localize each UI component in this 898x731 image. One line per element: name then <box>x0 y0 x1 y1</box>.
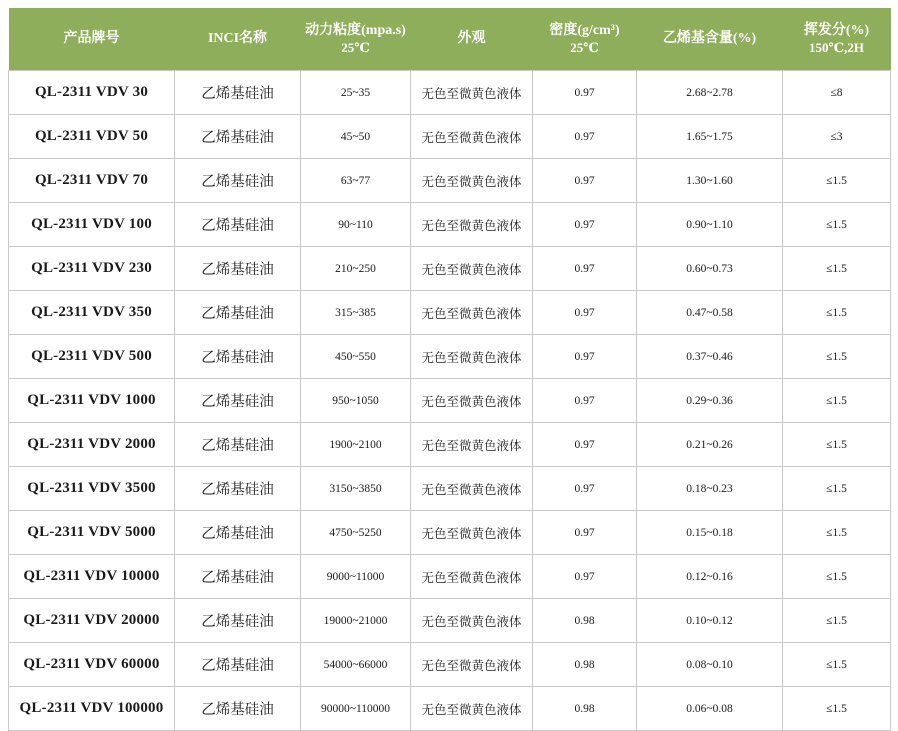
cell-vinyl-content: 0.10~0.12 <box>637 599 783 643</box>
cell-inci: 乙烯基硅油 <box>175 247 301 291</box>
cell-volatile: ≤1.5 <box>783 423 891 467</box>
cell-density: 0.98 <box>533 643 637 687</box>
cell-model: QL-2311 VDV 30 <box>9 71 175 115</box>
cell-volatile: ≤1.5 <box>783 467 891 511</box>
cell-volatile: ≤1.5 <box>783 599 891 643</box>
table-body <box>9 71 891 731</box>
cell-density: 0.97 <box>533 203 637 247</box>
cell-density: 0.97 <box>533 467 637 511</box>
cell-viscosity: 315~385 <box>301 291 411 335</box>
cell-inci: 乙烯基硅油 <box>175 159 301 203</box>
cell-vinyl-content: 2.68~2.78 <box>637 71 783 115</box>
cell-density: 0.97 <box>533 71 637 115</box>
cell-inci: 乙烯基硅油 <box>175 379 301 423</box>
column-header-density-main: 密度(g/cm³) <box>549 23 620 39</box>
cell-model: QL-2311 VDV 5000 <box>9 511 175 555</box>
cell-inci: 乙烯基硅油 <box>175 511 301 555</box>
cell-volatile: ≤1.5 <box>783 247 891 291</box>
cell-density: 0.97 <box>533 511 637 555</box>
cell-viscosity: 19000~21000 <box>301 599 411 643</box>
cell-viscosity: 54000~66000 <box>301 643 411 687</box>
table-row <box>9 379 891 423</box>
cell-appearance: 无色至微黄色液体 <box>411 379 533 423</box>
table-row <box>9 115 891 159</box>
cell-vinyl-content: 0.06~0.08 <box>637 687 783 731</box>
cell-model: QL-2311 VDV 2000 <box>9 423 175 467</box>
cell-appearance: 无色至微黄色液体 <box>411 599 533 643</box>
cell-appearance: 无色至微黄色液体 <box>411 71 533 115</box>
column-header-inci <box>175 8 301 71</box>
cell-inci: 乙烯基硅油 <box>175 71 301 115</box>
column-header-density-sub: 25℃ <box>570 39 599 55</box>
table-row <box>9 159 891 203</box>
column-header-vinyl-content <box>637 8 783 71</box>
table-header <box>9 8 891 71</box>
cell-volatile: ≤1.5 <box>783 159 891 203</box>
cell-inci: 乙烯基硅油 <box>175 687 301 731</box>
cell-appearance: 无色至微黄色液体 <box>411 555 533 599</box>
cell-volatile: ≤1.5 <box>783 687 891 731</box>
column-header-viscosity-sub: 25℃ <box>341 39 370 55</box>
cell-model: QL-2311 VDV 350 <box>9 291 175 335</box>
cell-viscosity: 4750~5250 <box>301 511 411 555</box>
table-row <box>9 555 891 599</box>
cell-vinyl-content: 0.47~0.58 <box>637 291 783 335</box>
cell-model: QL-2311 VDV 70 <box>9 159 175 203</box>
cell-appearance: 无色至微黄色液体 <box>411 643 533 687</box>
cell-appearance: 无色至微黄色液体 <box>411 467 533 511</box>
cell-volatile: ≤3 <box>783 115 891 159</box>
cell-inci: 乙烯基硅油 <box>175 599 301 643</box>
cell-volatile: ≤8 <box>783 71 891 115</box>
cell-model: QL-2311 VDV 230 <box>9 247 175 291</box>
cell-volatile: ≤1.5 <box>783 203 891 247</box>
cell-vinyl-content: 0.29~0.36 <box>637 379 783 423</box>
table-row <box>9 203 891 247</box>
cell-inci: 乙烯基硅油 <box>175 467 301 511</box>
cell-vinyl-content: 0.18~0.23 <box>637 467 783 511</box>
cell-inci: 乙烯基硅油 <box>175 643 301 687</box>
cell-viscosity: 210~250 <box>301 247 411 291</box>
cell-inci: 乙烯基硅油 <box>175 203 301 247</box>
table-row <box>9 71 891 115</box>
cell-volatile: ≤1.5 <box>783 643 891 687</box>
column-header-appearance-main: 外观 <box>457 31 486 47</box>
table-row <box>9 291 891 335</box>
cell-appearance: 无色至微黄色液体 <box>411 159 533 203</box>
table-row <box>9 423 891 467</box>
column-header-volatile-main: 挥发分(%) <box>803 23 870 39</box>
cell-vinyl-content: 0.15~0.18 <box>637 511 783 555</box>
cell-appearance: 无色至微黄色液体 <box>411 115 533 159</box>
cell-model: QL-2311 VDV 100 <box>9 203 175 247</box>
cell-appearance: 无色至微黄色液体 <box>411 247 533 291</box>
cell-vinyl-content: 0.12~0.16 <box>637 555 783 599</box>
cell-model: QL-2311 VDV 1000 <box>9 379 175 423</box>
cell-inci: 乙烯基硅油 <box>175 555 301 599</box>
cell-viscosity: 9000~11000 <box>301 555 411 599</box>
cell-vinyl-content: 0.90~1.10 <box>637 203 783 247</box>
cell-vinyl-content: 0.21~0.26 <box>637 423 783 467</box>
cell-vinyl-content: 0.60~0.73 <box>637 247 783 291</box>
cell-volatile: ≤1.5 <box>783 291 891 335</box>
cell-model: QL-2311 VDV 20000 <box>9 599 175 643</box>
cell-vinyl-content: 0.37~0.46 <box>637 335 783 379</box>
cell-inci: 乙烯基硅油 <box>175 115 301 159</box>
cell-volatile: ≤1.5 <box>783 379 891 423</box>
cell-volatile: ≤1.5 <box>783 511 891 555</box>
cell-viscosity: 25~35 <box>301 71 411 115</box>
table-row <box>9 643 891 687</box>
cell-appearance: 无色至微黄色液体 <box>411 423 533 467</box>
cell-density: 0.97 <box>533 335 637 379</box>
cell-model: QL-2311 VDV 60000 <box>9 643 175 687</box>
column-header-inci-main: INCI名称 <box>207 31 268 47</box>
cell-viscosity: 450~550 <box>301 335 411 379</box>
cell-model: QL-2311 VDV 3500 <box>9 467 175 511</box>
cell-density: 0.97 <box>533 379 637 423</box>
table-header-row <box>9 8 891 71</box>
cell-appearance: 无色至微黄色液体 <box>411 687 533 731</box>
cell-viscosity: 3150~3850 <box>301 467 411 511</box>
cell-density: 0.97 <box>533 555 637 599</box>
column-header-appearance <box>411 8 533 71</box>
cell-appearance: 无色至微黄色液体 <box>411 291 533 335</box>
cell-model: QL-2311 VDV 100000 <box>9 687 175 731</box>
cell-model: QL-2311 VDV 50 <box>9 115 175 159</box>
cell-density: 0.97 <box>533 247 637 291</box>
cell-vinyl-content: 0.08~0.10 <box>637 643 783 687</box>
cell-viscosity: 950~1050 <box>301 379 411 423</box>
column-header-viscosity-main: 动力粘度(mpa.s) <box>305 23 406 39</box>
cell-inci: 乙烯基硅油 <box>175 291 301 335</box>
cell-viscosity: 90~110 <box>301 203 411 247</box>
cell-inci: 乙烯基硅油 <box>175 423 301 467</box>
product-spec-table <box>8 8 891 731</box>
cell-appearance: 无色至微黄色液体 <box>411 203 533 247</box>
table-row <box>9 335 891 379</box>
cell-viscosity: 1900~2100 <box>301 423 411 467</box>
cell-viscosity: 90000~110000 <box>301 687 411 731</box>
column-header-vinyl-content-main: 乙烯基含量(%) <box>662 31 757 47</box>
column-header-model-main: 产品牌号 <box>63 31 120 47</box>
table-row <box>9 687 891 731</box>
table-row <box>9 467 891 511</box>
cell-appearance: 无色至微黄色液体 <box>411 335 533 379</box>
column-header-density <box>533 8 637 71</box>
table-row <box>9 599 891 643</box>
cell-volatile: ≤1.5 <box>783 555 891 599</box>
cell-appearance: 无色至微黄色液体 <box>411 511 533 555</box>
column-header-volatile-sub: 150℃,2H <box>809 39 864 55</box>
cell-density: 0.98 <box>533 599 637 643</box>
cell-volatile: ≤1.5 <box>783 335 891 379</box>
cell-density: 0.97 <box>533 291 637 335</box>
cell-vinyl-content: 1.30~1.60 <box>637 159 783 203</box>
cell-inci: 乙烯基硅油 <box>175 335 301 379</box>
cell-density: 0.97 <box>533 159 637 203</box>
cell-viscosity: 63~77 <box>301 159 411 203</box>
table-row <box>9 511 891 555</box>
cell-model: QL-2311 VDV 500 <box>9 335 175 379</box>
cell-density: 0.98 <box>533 687 637 731</box>
table-row <box>9 247 891 291</box>
cell-vinyl-content: 1.65~1.75 <box>637 115 783 159</box>
column-header-viscosity <box>301 8 411 71</box>
cell-density: 0.97 <box>533 115 637 159</box>
cell-model: QL-2311 VDV 10000 <box>9 555 175 599</box>
cell-viscosity: 45~50 <box>301 115 411 159</box>
column-header-volatile <box>783 8 891 71</box>
column-header-model <box>9 8 175 71</box>
cell-density: 0.97 <box>533 423 637 467</box>
